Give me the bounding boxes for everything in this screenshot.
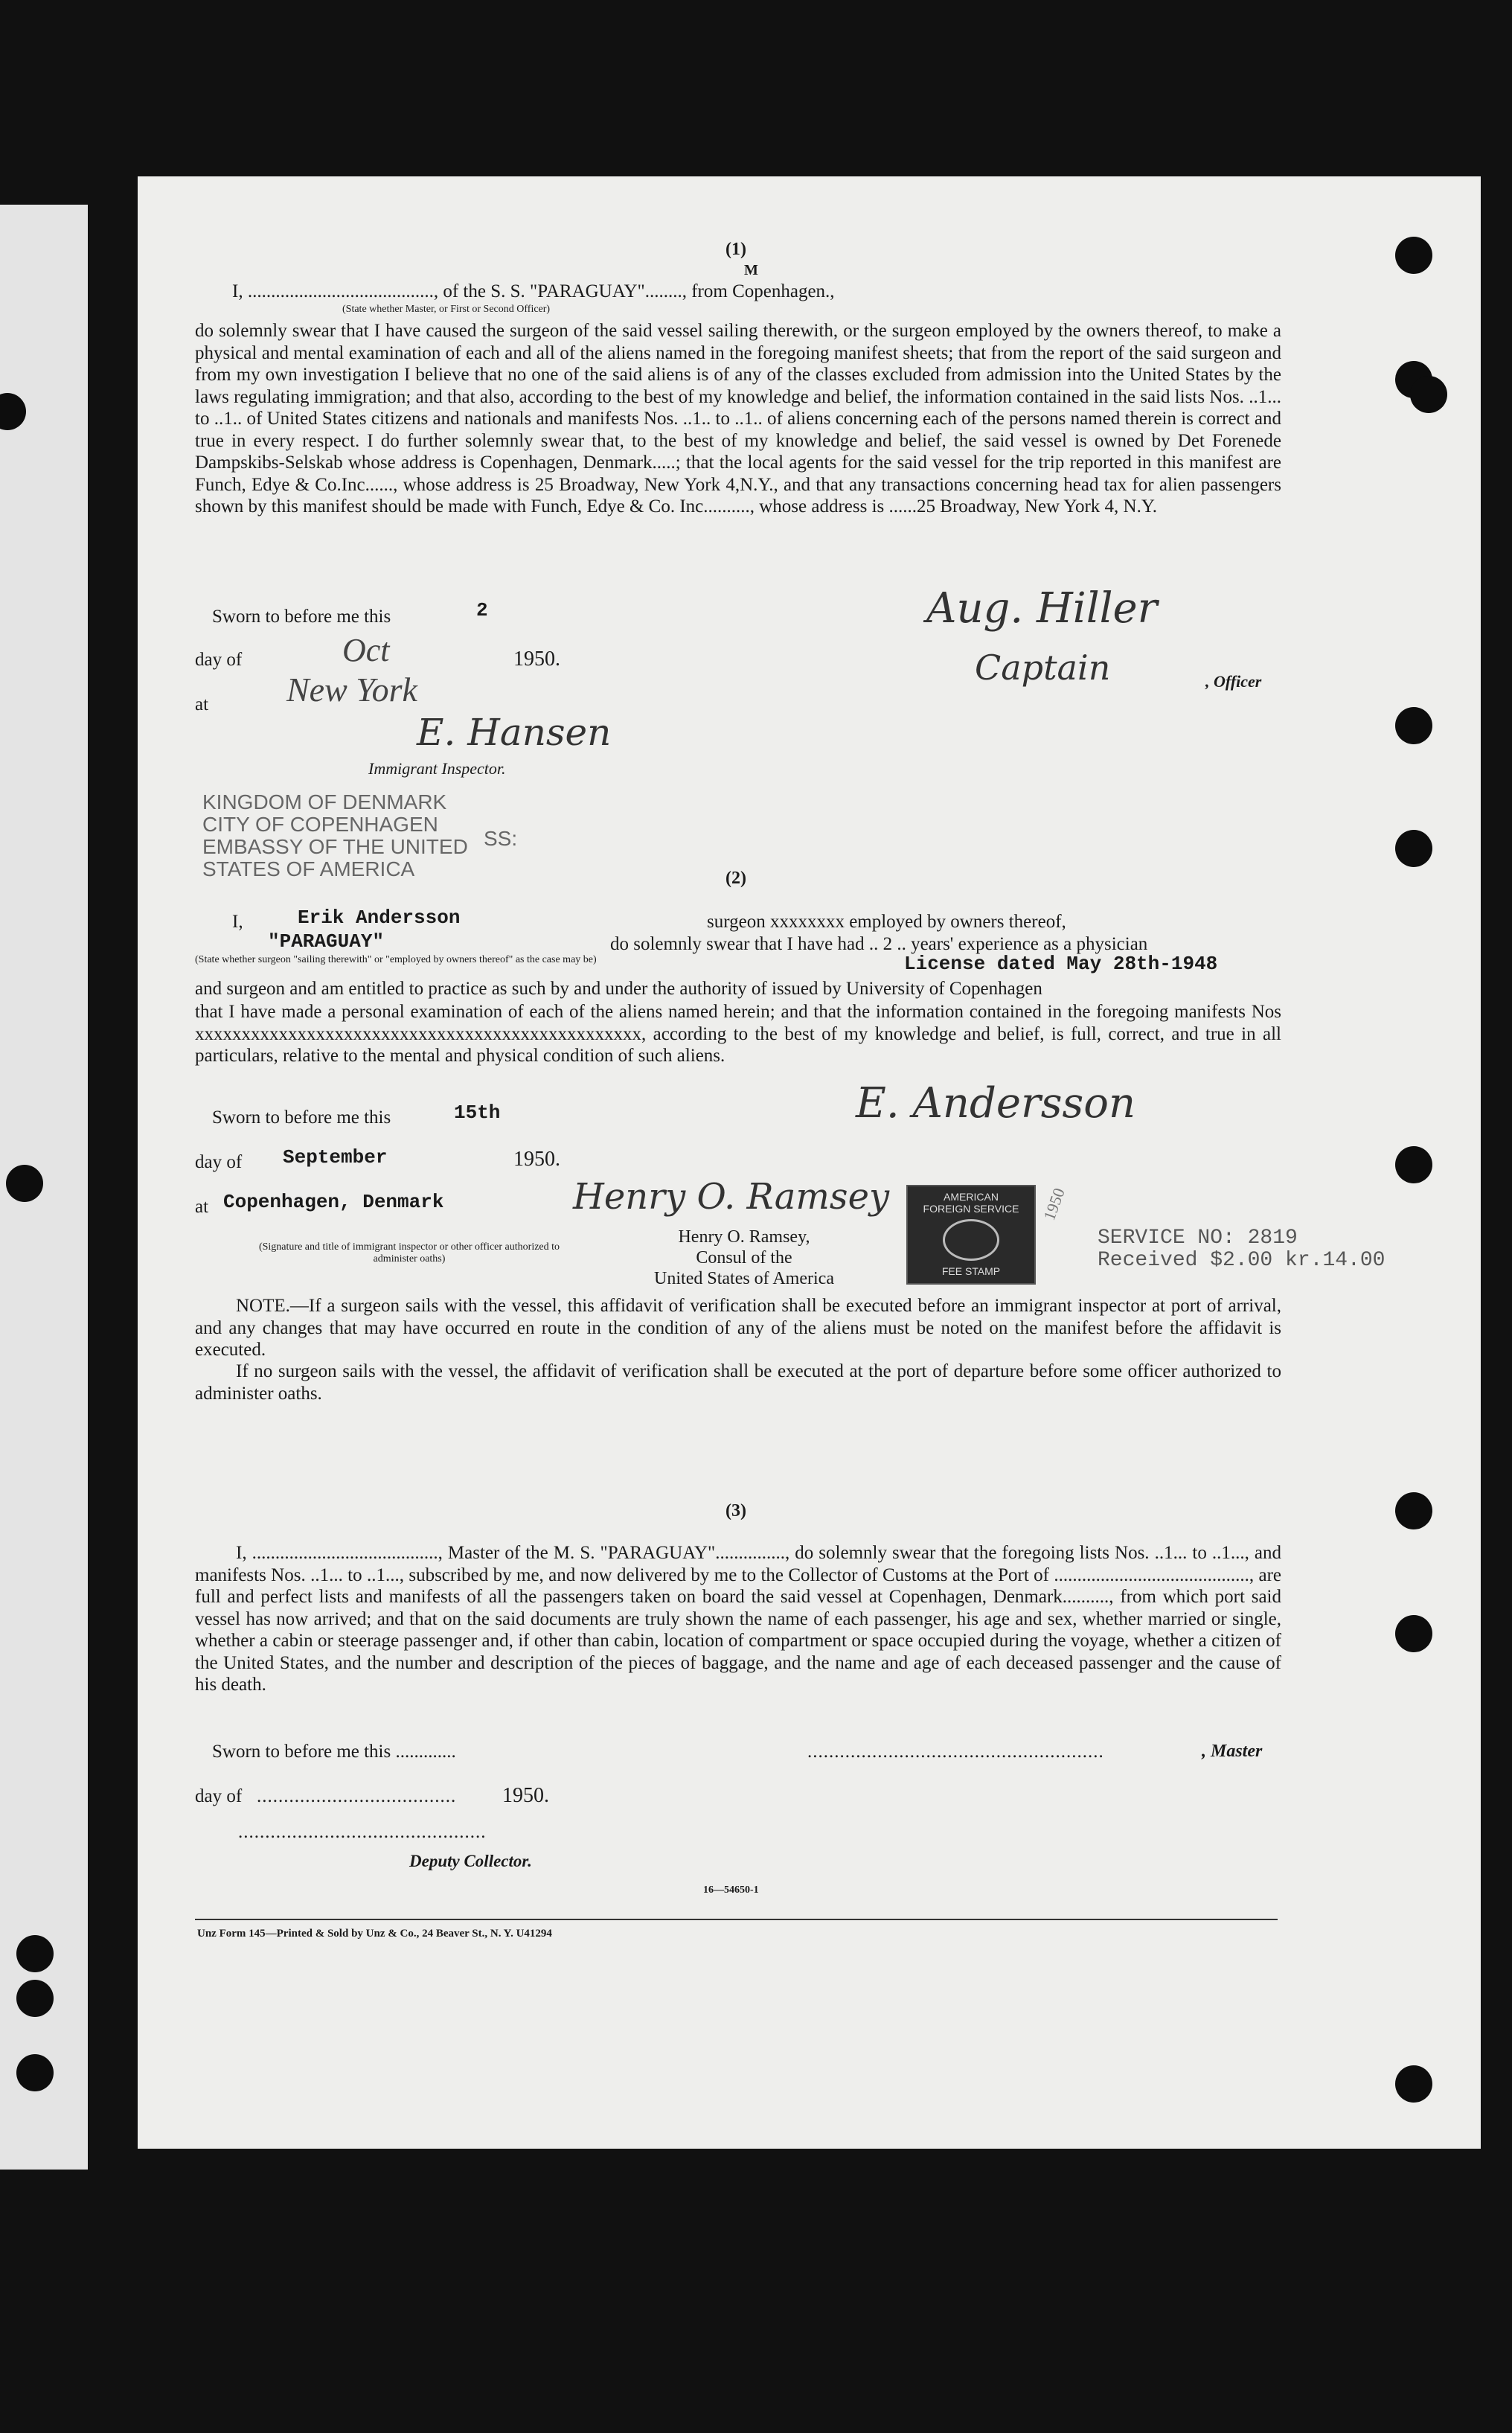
sworn-label: Sworn to before me this	[212, 607, 391, 627]
revenue-stamp-line: AMERICAN	[944, 1191, 999, 1203]
surgeon-employment: surgeon xxxxxxxx employed by owners thereof,	[707, 912, 1066, 932]
master-signature: Aug. Hiller	[926, 584, 1158, 633]
note-paragraph: NOTE.—If a surgeon sails with the vessel, this affidavit of verification shall be executed before an immigrant inspector at port of arrival, and any changes that may have occurred en route in the condition of any of the aliens must be noted on the manifest before the affidavit is executed.	[195, 1296, 1281, 1360]
section-1-number: (1)	[725, 240, 746, 259]
sworn-day: 2	[476, 599, 488, 621]
punch-hole	[6, 1165, 43, 1202]
surgeon-note: (State whether surgeon "sailing therewith" or "employed by owners thereof" as the case may be)	[195, 954, 597, 965]
revenue-stamp	[906, 1185, 1036, 1285]
consul-line: Henry O. Ramsey,	[678, 1227, 810, 1247]
immigrant-inspector-label: Immigrant Inspector.	[368, 759, 506, 778]
deputy-collector-label: Deputy Collector.	[409, 1852, 532, 1870]
embassy-stamp-line: CITY OF COPENHAGEN	[202, 813, 438, 836]
consul-block	[618, 1227, 871, 1289]
stamp-year: 1950	[1040, 1185, 1069, 1223]
punch-hole	[1395, 1146, 1432, 1183]
surgeon-vessel: "PARAGUAY"	[268, 930, 385, 953]
embassy-stamp-line: EMBASSY OF THE UNITED	[202, 835, 468, 858]
inspector-signature: E. Hansen	[417, 711, 612, 754]
punch-hole	[1395, 1492, 1432, 1529]
sworn-month: Oct	[342, 632, 390, 668]
sworn-place-2: Copenhagen, Denmark	[223, 1191, 444, 1213]
section-3-number: (3)	[725, 1501, 746, 1521]
punch-hole	[1395, 2065, 1432, 2103]
authority-line: and surgeon and am entitled to practice as such by and under the authority of issued by University of Copenhagen	[195, 979, 1042, 999]
service-number: SERVICE NO: 2819	[1098, 1227, 1298, 1250]
consul-line: Consul of the	[696, 1248, 792, 1267]
revenue-stamp-line: FOREIGN SERVICE	[923, 1203, 1019, 1215]
fee-received: Received $2.00 kr.14.00	[1098, 1249, 1386, 1272]
sworn-month-2: September	[283, 1146, 388, 1168]
consul-line: United States of America	[654, 1269, 834, 1288]
day-of-label-2: day of	[195, 1152, 243, 1172]
sworn-year: 1950.	[513, 648, 560, 671]
embassy-ss: SS:	[484, 827, 518, 850]
consul-signature: Henry O. Ramsey	[573, 1176, 890, 1218]
signature-note: (Signature and title of immigrant inspector or other officer authorized to administer oaths)	[258, 1241, 560, 1265]
footer-divider	[195, 1919, 1278, 1920]
punch-hole	[16, 1935, 54, 1972]
sworn-year-2: 1950.	[513, 1148, 560, 1171]
master-label: , Master	[1202, 1742, 1263, 1761]
section-2-i: I,	[232, 912, 243, 932]
surgeon-signature: E. Andersson	[856, 1079, 1136, 1128]
section-2-body: that I have made a personal examination of each of the aliens named herein; and that the information contained in the foregoing manifests Nos xxxxxxxxxxxxxxxxxxxxxxxxxxxxxxxxxxxxxxxxxxxxxxxx, according to the best of my knowledge and belief, is full, correct, and true in all particulars, relative to the mental and physical condition of such aliens.	[195, 1002, 1281, 1066]
officer-rank-note: (State whether Master, or First or Second Officer)	[342, 304, 551, 315]
note-paragraph: If no surgeon sails with the vessel, the affidavit of verification shall be executed at the port of departure before some officer authorized to administer oaths.	[195, 1361, 1281, 1404]
punch-hole	[1395, 1615, 1432, 1652]
punch-hole	[1395, 830, 1432, 867]
at-label: at	[195, 694, 209, 714]
sworn-place: New York	[286, 671, 417, 709]
embassy-stamp-line: KINGDOM OF DENMARK	[202, 790, 447, 813]
punch-hole	[1410, 376, 1447, 413]
day-of-label: day of	[195, 650, 243, 670]
section-2-number: (2)	[725, 869, 746, 888]
sworn-label-3: Sworn to before me this .............	[212, 1742, 456, 1762]
seal-emblem	[943, 1219, 999, 1261]
punch-hole	[16, 2054, 54, 2091]
printer-footer: Unz Form 145—Printed & Sold by Unz & Co., 24 Beaver St., N. Y. U41294	[197, 1928, 552, 1940]
license-line: License dated May 28th-1948	[904, 953, 1218, 975]
punch-hole	[1395, 707, 1432, 744]
surgeon-name: Erik Andersson	[298, 907, 461, 929]
embassy-stamp-line: STATES OF AMERICA	[202, 857, 415, 880]
collector-signature-line: ..............................................	[238, 1822, 487, 1842]
form-code: 16—54650-1	[703, 1884, 759, 1896]
punch-hole	[1395, 237, 1432, 274]
officer-label: , Officer	[1205, 672, 1262, 691]
section-1-opening-line: I, ........................................, of the S. S. "PARAGUAY"........, from Copenhagen.,	[232, 281, 835, 301]
sworn-label-2: Sworn to before me this	[212, 1107, 391, 1128]
revenue-stamp-line: FEE STAMP	[941, 1265, 1001, 1277]
sworn-day-2: 15th	[454, 1102, 501, 1124]
surgeon-experience: do solemnly swear that I have had .. 2 .. years' experience as a physician	[610, 934, 1148, 954]
year-3: 1950.	[502, 1784, 549, 1807]
embassy-stamp	[202, 791, 468, 880]
master-signature-line: .......................................................	[807, 1742, 1104, 1762]
officer-title: Captain	[975, 648, 1111, 688]
section-1-oath-text: do solemnly swear that I have caused the surgeon of the said vessel sailing therewith, or the surgeon employed by the owners thereof, to make a physical and mental examination of each and all of the aliens named in the foregoing manifest sheets; that from the report of the said surgeon and from my own investigation I believe that no one of the said aliens is of any of the classes excluded from admission into the United States by the laws regulating immigration; and that also, according to the best of my knowledge and belief, the information contained in the said lists Nos. ..1... to ..1.. of United States citizens and nationals and manifests Nos. ..1.. to ..1.. of aliens concerning each of the persons named therein is correct and true in every respect. I do further solemnly swear that, to the best of my knowledge and belief, the said vessel is owned by Det Forenede Dampskibs-Selskab whose address is Copenhagen, Denmark.....; that the local agents for the said vessel for the trip reported in this manifest are Funch, Edye & Co.Inc......, whose address is 25 Broadway, New York 4,N.Y., and that any transactions concerning head tax for alien passengers shown by this manifest should be made with Funch, Edye & Co. Inc.........., whose address is ......25 Broadway, New York 4, N.Y.	[195, 321, 1281, 517]
punch-hole	[16, 1980, 54, 2017]
vessel-type-mark: M	[744, 262, 758, 278]
at-label-2: at	[195, 1197, 209, 1217]
day-of-label-3: day of	[195, 1786, 243, 1806]
section-3-oath-text: I, ........................................, Master of the M. S. "PARAGUAY"..............., do solemnly swear that the foregoing lists Nos. ..1... to ..1..., and manifests Nos. ..1... to ..1..., subscribed by me, and now delivered by me to the Collector of Customs at the Port of .........................................., are full and perfect lists and manifests of all the passengers taken on board the said vessel at Copenhagen, Denmark.........., from which port said vessel has now arrived; and that on the said documents are truly shown the name of each passenger, his age and sex, whether married or single, whether a cabin or steerage passenger and, if other than cabin, location of compartment or space occupied during the voyage, whether a citizen of the United States, and the number and description of the pieces of baggage, and the name and age of each deceased passenger and the cause of his death.	[195, 1543, 1281, 1695]
day-of-line-3: .....................................	[257, 1786, 457, 1806]
